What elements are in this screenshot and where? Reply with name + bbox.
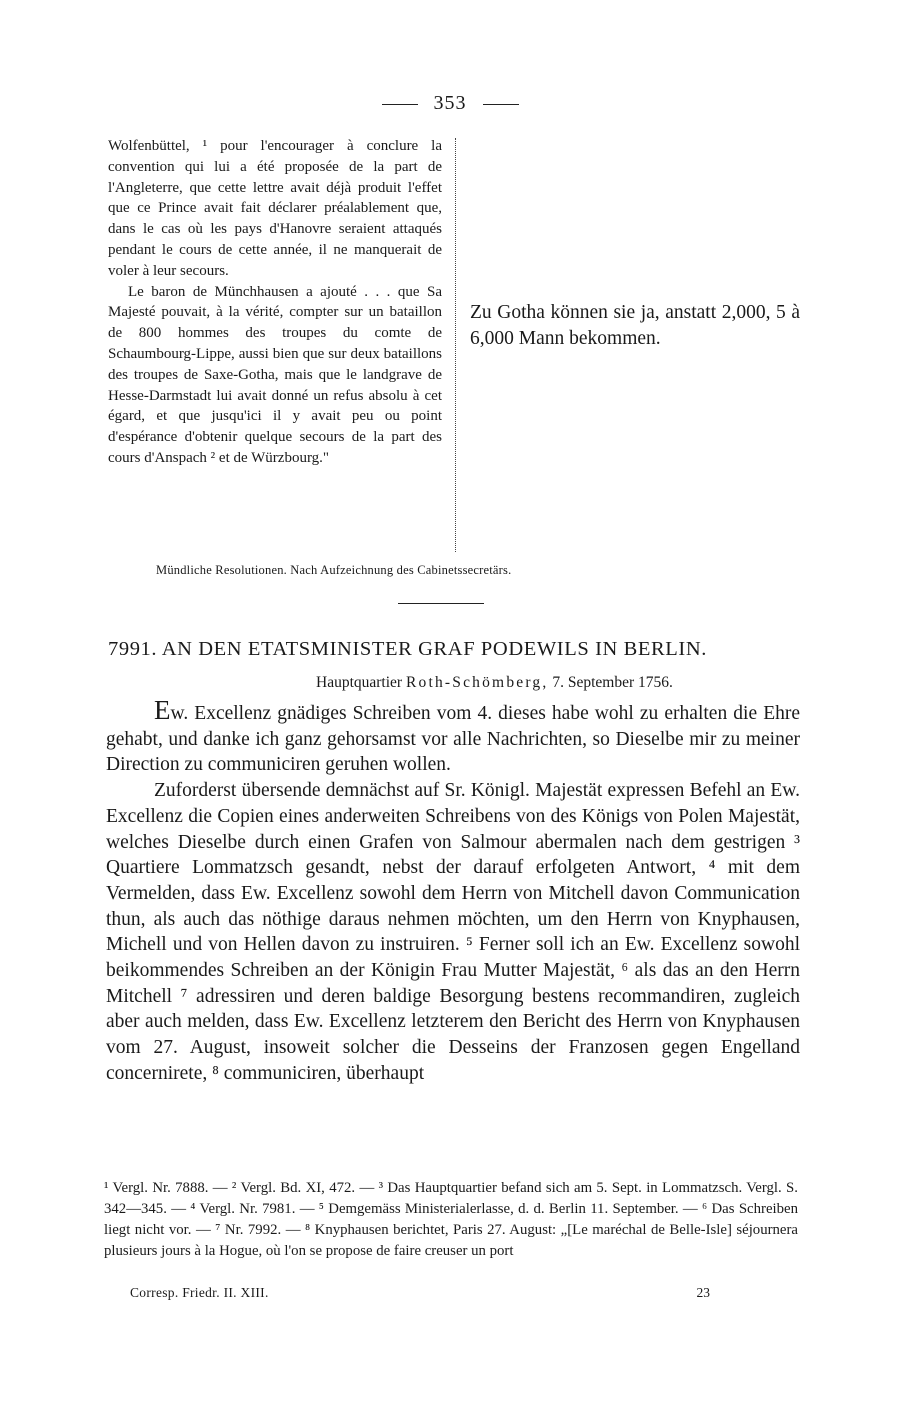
- left-column-paragraph-1: Wolfenbüttel, ¹ pour l'encourager à conclure la convention qui lui a été proposée de la part de l'Angleterre, que cette lettre avait déjà produit l'effet que ce Prince avait fait déclarer préalablement que, dans le cas où les pays d'Hanovre seraient attaqués pendant le cours de cette année, il ne manquerait de voler à leur secours.: [108, 138, 442, 279]
- dateline-date: 7. September 1756.: [552, 674, 673, 691]
- letter-body: [106, 695, 800, 1087]
- letter-paragraph-1: [106, 695, 800, 778]
- rule-right: [483, 104, 519, 105]
- page-header: [0, 92, 900, 115]
- letter-paragraph-1-text: w. Excellenz gnädiges Schreiben vom 4. dieses habe wohl zu erhalten die Ehre gehabt, und danke ich ganz gehorsamst vor alle Nachrichten, so Dieselbe mir zu meiner Direction zu communiciren geruhen wollen.: [106, 703, 800, 776]
- letter-heading: [108, 638, 802, 661]
- page-number: 353: [433, 92, 467, 114]
- footnotes: [104, 1178, 798, 1262]
- dateline-prefix: Hauptquartier: [316, 674, 403, 691]
- letter-title: AN DEN ETATSMINISTER GRAF PODEWILS IN BERLIN.: [161, 638, 707, 660]
- letter-dateline: [316, 674, 673, 692]
- letter-paragraph-2: Zuforderst übersende demnächst auf Sr. Königl. Majestät expressen Befehl an Ew. Excellenz die Copien eines anderweiten Schreibens von des Königs von Polen Majestät, welches Dieselbe durch einen Grafen von Salmour abermalen nach dem gestrigen ³ Quartiere Lommatzsch gesandt, nebst der darauf erfolgeten Antwort, ⁴ mit dem Vermelden, dass Ew. Excellenz sowohl dem Herrn von Mitchell davon Communication thun, als auch das nöthige daraus nehmen möchten, um den Herrn von Knyphausen, Michell und von Hellen davon zu instruiren. ⁵ Ferner soll ich an Ew. Excellenz sowohl beikommendes Schreiben an der Königin Frau Mutter Majestät, ⁶ als das an den Herrn Mitchell ⁷ adressiren und deren baldige Besorgung bestens recommandiren, zugleich aber auch melden, dass Ew. Excellenz letzterem den Bericht des Herrn von Knyphausen vom 27. August, insoweit solcher die Desseins der Franzosen gegen Engelland concernirete, ⁸ communiciren, überhaupt: [106, 780, 800, 1084]
- letter-number: 7991.: [108, 638, 158, 660]
- initial-letter: E: [154, 695, 171, 725]
- column-divider: [455, 138, 456, 552]
- series-title: Corresp. Friedr. II. XIII.: [130, 1285, 269, 1300]
- left-column-paragraph-2: Le baron de Münchhausen a ajouté . . . que Sa Majesté pouvait, à la vérité, compter sur un bataillon de 800 hommes des troupes du comte de Schaumbourg-Lippe, aussi bien que sur deux bataillons des troupes de Saxe-Gotha, mais que le landgrave de Hesse-Darmstadt lui avait donné un refus absolu à cet égard, et que jusqu'ici il y avait peu ou point d'espérance d'obtenir quelque secours de la part des cours d'Anspach ² et de Würzbourg.": [108, 283, 442, 466]
- rule-left: [382, 104, 418, 105]
- right-column-resolution: Zu Gotha können sie ja, anstatt 2,000, 5 à 6,000 Mann bekommen.: [470, 302, 800, 349]
- left-column: [108, 136, 442, 469]
- footnotes-text: ¹ Vergl. Nr. 7888. — ² Vergl. Bd. XI, 472. — ³ Das Hauptquartier befand sich am 5. Sept. in Lommatzsch. Vergl. S. 342—345. — ⁴ Vergl. Nr. 7981. — ⁵ Demgemäss Ministerialerlasse, d. d. Berlin 11. September. — ⁶ Das Schreiben liegt nicht vor. — ⁷ Nr. 7992. — ⁸ Knyphausen berichtet, Paris 27. August: „[Le maréchal de Belle-Isle] séjournera plusieurs jours à la Hogue, où l'on se propose de faire creuser un port: [104, 1180, 798, 1259]
- source-note: Mündliche Resolutionen. Nach Aufzeichnung des Cabinetssecretärs.: [156, 563, 512, 577]
- section-separator: [398, 603, 484, 604]
- dateline-place: Roth-Schömberg,: [405, 674, 549, 691]
- signature-mark: 23: [696, 1285, 710, 1300]
